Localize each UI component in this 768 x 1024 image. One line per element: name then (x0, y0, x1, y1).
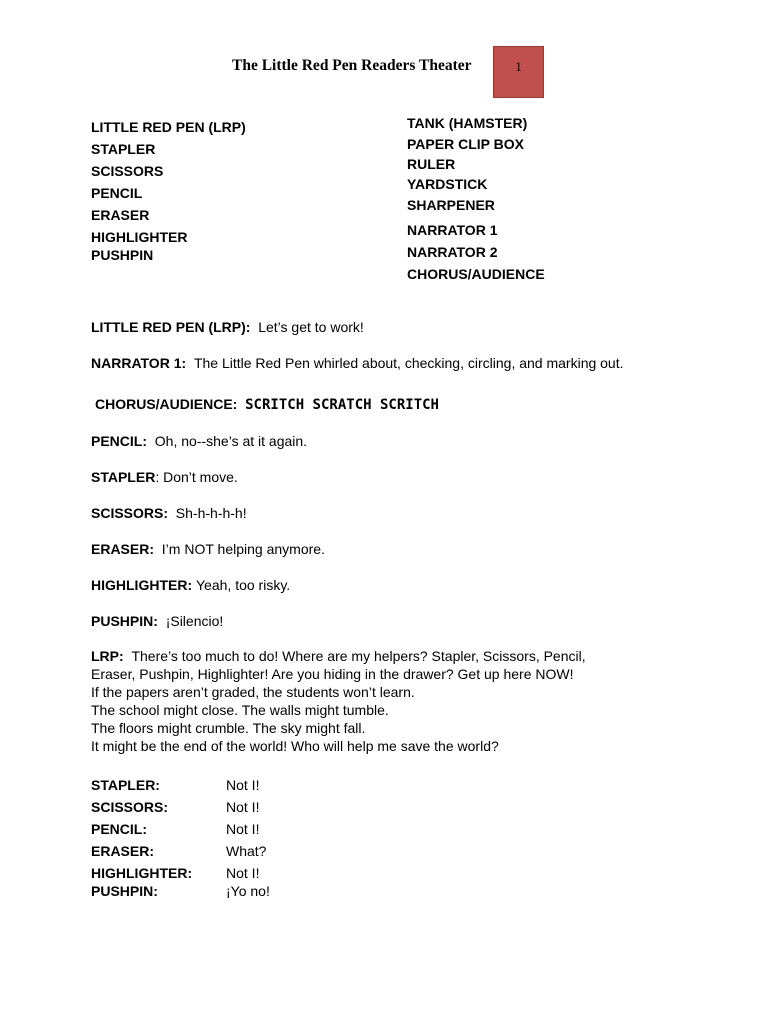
dialogue-line (91, 505, 247, 521)
reply-text: ¡Yo no! (226, 883, 270, 899)
cast-item: SCISSORS (91, 163, 164, 179)
dialogue-line (91, 433, 307, 449)
dialogue-line (91, 541, 325, 557)
speaker-label: STAPLER (91, 469, 156, 485)
reply-speaker: SCISSORS: (91, 799, 169, 815)
lrp-speech (91, 647, 586, 755)
page-number-box (493, 46, 544, 98)
reply-speaker: ERASER: (91, 843, 155, 859)
dialogue-line (91, 577, 290, 593)
speaker-label: CHORUS/AUDIENCE: (95, 396, 238, 412)
cast-item: STAPLER (91, 141, 156, 157)
dialogue-text: Oh, no--she’s at it again. (154, 433, 308, 449)
speech-line: The floors might crumble. The sky might fall. (91, 720, 366, 736)
speaker-label: PUSHPIN: (91, 613, 158, 629)
speaker-label: LRP: (91, 648, 124, 664)
dialogue-text: Yeah, too risky. (196, 577, 291, 593)
reply-text: Not I! (226, 799, 260, 815)
page-number: 1 (515, 59, 522, 74)
dialogue-text: I’m NOT helping anymore. (161, 541, 325, 557)
dialogue-text: SCRITCH SCRATCH SCRITCH (245, 397, 439, 413)
speaker-label: ERASER: (91, 541, 155, 557)
cast-item: LITTLE RED PEN (LRP) (91, 119, 246, 135)
cast-item: SHARPENER (407, 197, 495, 213)
speaker-label: SCISSORS: (91, 505, 169, 521)
speech-line: Eraser, Pushpin, Highlighter! Are you hiding in the drawer? Get up here NOW! (91, 666, 574, 682)
dialogue-text: The Little Red Pen whirled about, checking, circling, and marking out. (193, 355, 624, 371)
dialogue-line (91, 469, 238, 485)
speech-line: The school might close. The walls might tumble. (91, 702, 389, 718)
cast-item: NARRATOR 1 (407, 222, 498, 238)
cast-item: ERASER (91, 207, 150, 223)
cast-item: PENCIL (91, 185, 143, 201)
speaker-label: HIGHLIGHTER: (91, 577, 193, 593)
dialogue-text: : Don’t move. (155, 469, 238, 485)
cast-item: TANK (HAMSTER) (407, 115, 528, 131)
speaker-label: LITTLE RED PEN (LRP): (91, 319, 251, 335)
reply-speaker: STAPLER: (91, 777, 160, 793)
reply-text: Not I! (226, 777, 260, 793)
reply-speaker: PENCIL: (91, 821, 147, 837)
cast-item: RULER (407, 156, 456, 172)
dialogue-text: ¡Silencio! (165, 613, 224, 629)
dialogue-line (95, 396, 439, 413)
speech-line: It might be the end of the world! Who will help me save the world? (91, 738, 499, 754)
dialogue-text: Sh-h-h-h-h! (175, 505, 247, 521)
page-title: The Little Red Pen Readers Theater (232, 57, 472, 74)
cast-item: CHORUS/AUDIENCE (407, 266, 545, 282)
cast-item: HIGHLIGHTER (91, 229, 188, 245)
cast-item: NARRATOR 2 (407, 244, 498, 260)
reply-text: Not I! (226, 865, 260, 881)
dialogue-line (91, 613, 223, 629)
speech-line: If the papers aren’t graded, the students won’t learn. (91, 684, 415, 700)
reply-speaker: PUSHPIN: (91, 883, 158, 899)
reply-text: Not I! (226, 821, 260, 837)
reply-speaker: HIGHLIGHTER: (91, 865, 193, 881)
speaker-label: NARRATOR 1: (91, 355, 187, 371)
cast-item: PAPER CLIP BOX (407, 136, 524, 152)
dialogue-text: Let’s get to work! (258, 319, 364, 335)
reply-text: What? (226, 843, 267, 859)
dialogue-line (91, 319, 364, 335)
cast-item: PUSHPIN (91, 247, 154, 263)
speech-text: There’s too much to do! Where are my helpers? Stapler, Scissors, Pencil, (131, 648, 586, 664)
cast-item: YARDSTICK (407, 176, 488, 192)
dialogue-line (91, 355, 624, 371)
speech-line (91, 647, 586, 665)
speaker-label: PENCIL: (91, 433, 147, 449)
